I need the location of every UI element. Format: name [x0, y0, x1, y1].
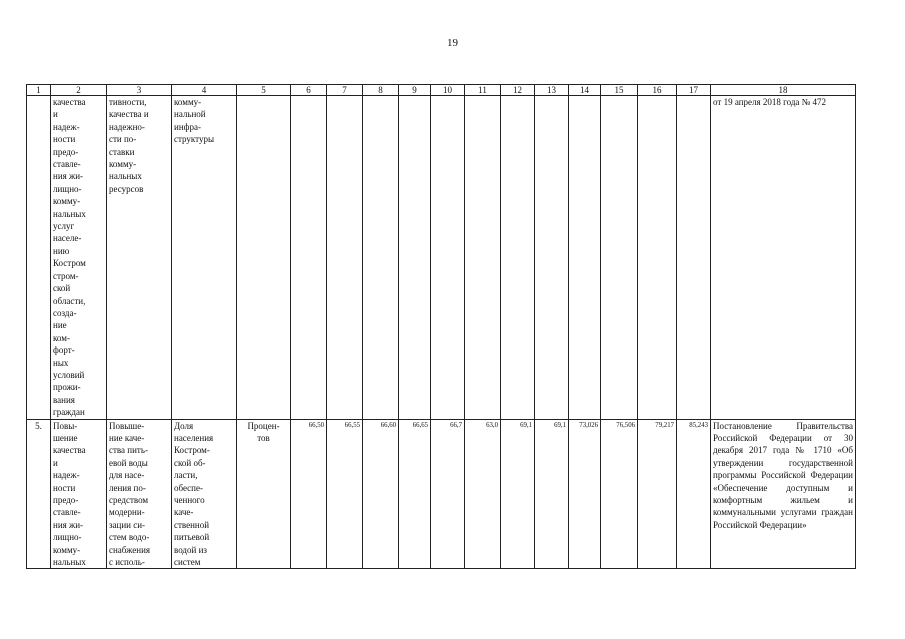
value-cell	[363, 96, 399, 420]
row-number-cell: 5.	[27, 419, 51, 569]
column-number: 10	[431, 85, 465, 96]
value-cell	[399, 96, 431, 420]
value-cell: 66,60	[363, 419, 399, 569]
unit-cell: Процен- тов	[237, 419, 291, 569]
value-cell: 69,1	[535, 419, 569, 569]
unit-cell	[237, 96, 291, 420]
column-number: 11	[465, 85, 501, 96]
column-number: 13	[535, 85, 569, 96]
value-cell: 66,7	[431, 419, 465, 569]
source-document-cell: от 19 апреля 2018 года № 472	[711, 96, 856, 420]
value-cell: 66,65	[399, 419, 431, 569]
value-cell	[677, 96, 711, 420]
goal-cell: качества и надеж- ности предо- ставле- ния жи- лищно- комму- нальных услуг населе- нию Костром стром- ской области, созда- ние ком- форт- ных условий прожи- вания граждан	[51, 96, 107, 420]
column-number: 2	[51, 85, 107, 96]
value-cell	[327, 96, 363, 420]
column-number: 17	[677, 85, 711, 96]
value-cell	[501, 96, 535, 420]
goal-cell: Повы- шение качества и надеж- ности предо- ставле- ния жи- лищно- комму- нальных	[51, 419, 107, 569]
value-cell	[465, 96, 501, 420]
value-cell	[291, 96, 327, 420]
table-row	[27, 419, 856, 569]
column-number: 4	[172, 85, 237, 96]
column-number: 9	[399, 85, 431, 96]
column-number: 12	[501, 85, 535, 96]
value-cell: 76,506	[601, 419, 638, 569]
task-cell: Повыше- ние каче- ства пить- евой воды для насе- ления по- средством модерни- зации си- стем водо- снабжения с исполь-	[107, 419, 172, 569]
value-cell: 66,50	[291, 419, 327, 569]
program-table	[26, 84, 856, 569]
value-cell	[535, 96, 569, 420]
column-number: 18	[711, 85, 856, 96]
page-number: 19	[447, 37, 458, 49]
value-cell: 85,243	[677, 419, 711, 569]
column-number: 6	[291, 85, 327, 96]
column-number: 8	[363, 85, 399, 96]
value-cell: 63,0	[465, 419, 501, 569]
indicator-cell: комму- нальной инфра- структуры	[172, 96, 237, 420]
row-number-cell	[27, 96, 51, 420]
column-number: 3	[107, 85, 172, 96]
column-number: 7	[327, 85, 363, 96]
column-number: 15	[601, 85, 638, 96]
value-cell	[638, 96, 677, 420]
table-header-row	[27, 85, 856, 96]
table-row	[27, 96, 856, 420]
indicator-cell: Доля населения Костром- ской об- ласти, обеспе- ченного каче- ственной питьевой водой из систем	[172, 419, 237, 569]
value-cell: 79,217	[638, 419, 677, 569]
value-cell	[569, 96, 601, 420]
value-cell	[601, 96, 638, 420]
source-document-cell: Постановление Правительства Российской Федерации от 30 декабря 2017 года № 1710 «Об утверждении государственной программы Российской Федерации «Обеспечение доступным и комфортным жильем и коммунальными услугами граждан Российской Федерации»	[711, 419, 856, 569]
task-cell: тивности, качества и надежно- сти по- ставки комму- нальных ресурсов	[107, 96, 172, 420]
column-number: 1	[27, 85, 51, 96]
value-cell	[431, 96, 465, 420]
value-cell: 69,1	[501, 419, 535, 569]
value-cell: 73,026	[569, 419, 601, 569]
column-number: 5	[237, 85, 291, 96]
column-number: 16	[638, 85, 677, 96]
column-number: 14	[569, 85, 601, 96]
value-cell: 66,55	[327, 419, 363, 569]
